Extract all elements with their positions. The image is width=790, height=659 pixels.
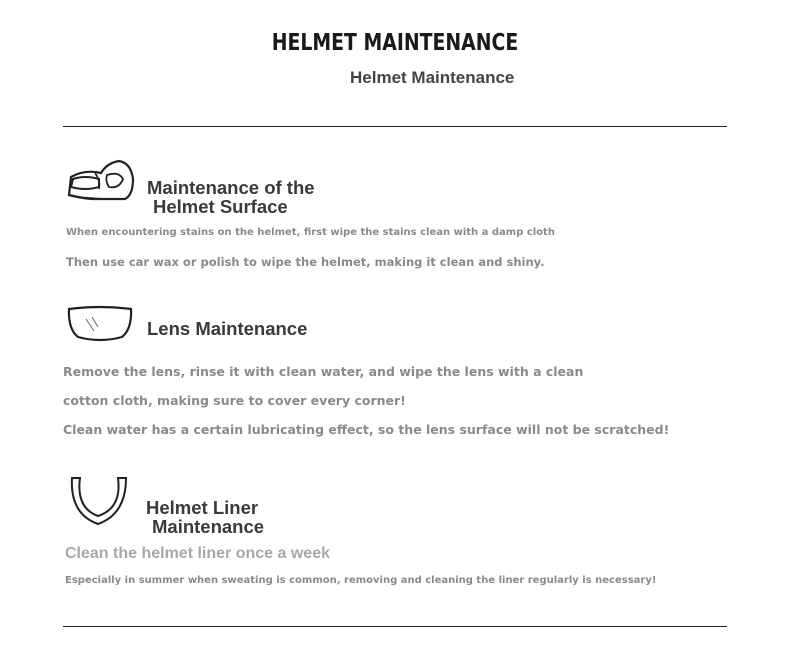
liner-icon bbox=[68, 474, 130, 533]
bottom-divider bbox=[63, 626, 727, 627]
lens-icon bbox=[66, 305, 134, 348]
page-title: HELMET MAINTENANCE bbox=[271, 30, 519, 56]
surface-text-2: Then use car wax or polish to wipe the helmet, making it clean and shiny. bbox=[66, 255, 545, 269]
page-subtitle: Helmet Maintenance bbox=[350, 68, 515, 87]
surface-text-1: When encountering stains on the helmet, first wipe the stains clean with a damp cloth bbox=[66, 227, 555, 238]
lens-text-2: cotton cloth, making sure to cover every corner! bbox=[63, 393, 406, 408]
section-title-liner-line1: Helmet Liner bbox=[146, 497, 259, 518]
lens-text-3: Clean water has a certain lubricating effect, so the lens surface will not be scratched! bbox=[63, 422, 670, 437]
liner-text-2: Especially in summer when sweating is common, removing and cleaning the liner regularly is necessary! bbox=[65, 575, 657, 586]
section-title-surface-line1: Maintenance of the bbox=[147, 177, 315, 198]
section-title-liner-line2: Maintenance bbox=[152, 516, 265, 537]
top-divider bbox=[63, 126, 727, 127]
section-title-lens: Lens Maintenance bbox=[147, 318, 308, 339]
section-title-surface bbox=[147, 178, 315, 216]
liner-text-1: Clean the helmet liner once a week bbox=[65, 545, 330, 562]
section-title-liner bbox=[146, 498, 264, 536]
helmet-icon bbox=[65, 157, 135, 208]
lens-text-1: Remove the lens, rinse it with clean water, and wipe the lens with a clean bbox=[63, 364, 584, 379]
section-title-surface-line2: Helmet Surface bbox=[153, 196, 288, 217]
